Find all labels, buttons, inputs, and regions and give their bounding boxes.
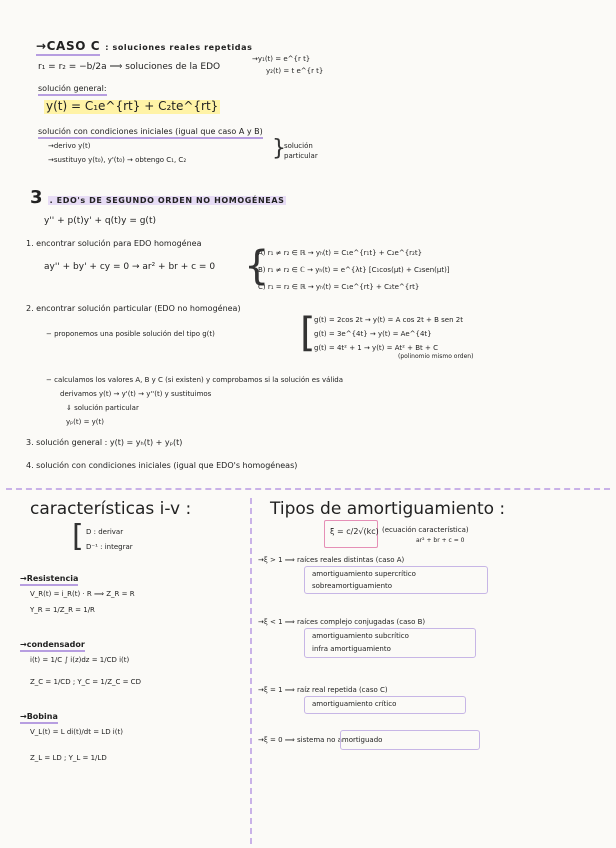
caso-c-roots: r₁ = r₂ = −b/2a ⟹ soluciones de la EDO [38, 62, 221, 72]
amort-t4-box [340, 730, 480, 750]
section3-case-c: C) r₁ = r₂ ∈ ℝ → yₕ(t) = C₁e^{rt} + C₂te^{rt} [258, 283, 420, 291]
iv-bracket: [ [72, 519, 84, 554]
amort-t2c: infra amortiguamiento [312, 645, 391, 653]
amort-t4-text: →ξ = 0 ⟹ sistema no amortiguado [258, 736, 383, 744]
iv-bob-eq1: V_L(t) = L di(t)/dt = LD i(t) [30, 728, 123, 736]
iv-cap-title-text: →condensador [20, 640, 85, 652]
amort-eq-note: (ecuación característica) [382, 526, 469, 534]
section3-item3: 3. solución general : y(t) = yₕ(t) + yₚ(t) [26, 438, 183, 447]
amort-t1c: sobreamortiguamiento [312, 582, 393, 590]
section3-item2-sub: − proponemos una posible solución del tipo g(t) [46, 330, 215, 338]
caso-c-y1: →y₁(t) = e^{r t} [252, 55, 311, 63]
amort-t2b: amortiguamiento subcrítico [312, 632, 409, 640]
section3-g2: g(t) = 3e^{4t} → y(t) = Ae^{4t} [314, 330, 432, 338]
caso-c-y2: y₂(t) = t e^{r t} [266, 67, 324, 75]
section3-brace-1: { [244, 243, 270, 289]
iv-res-title-text: →Resistencia [20, 574, 78, 586]
amort-t3: →ξ = 1 ⟹ raíz real repetida (caso C) [258, 686, 388, 694]
iv-res-eq1: V_R(t) = i_R(t) · R ⟹ Z_R = R [30, 590, 135, 598]
section3-calc3: ⇓ solución particular [66, 404, 139, 412]
caso-c-title: →CASO C [36, 39, 100, 56]
iv-d2: D⁻¹ : integrar [86, 543, 133, 551]
caso-c-note1: solución [284, 142, 313, 150]
section3-g3: g(t) = 4t² + 1 → y(t) = At² + Bt + C [314, 344, 439, 352]
caso-c-heading [36, 36, 252, 54]
section3-equation: y'' + p(t)y' + q(t)y = g(t) [44, 216, 156, 226]
iv-res-eq2: Y_R = 1/Z_R = 1/R [30, 606, 95, 614]
vertical-separator [250, 498, 252, 844]
amort-eq: ar² + br + c = 0 [416, 537, 465, 544]
section3-item4: 4. solución con condiciones iniciales (igual que EDO's homogéneas) [26, 461, 298, 470]
amort-t3b: amortiguamiento crítico [312, 700, 397, 708]
amort-t1: →ξ > 1 ⟹ raíces reales distintas (caso A) [258, 556, 405, 564]
iv-cap-eq2: Z_C = 1/CD ; Y_C = 1/Z_C = CD [30, 678, 141, 686]
iv-cap-eq1: i(t) = 1/C ∫ i(z)dz = 1/CD i(t) [30, 656, 130, 664]
section3-calc4: yₚ(t) = y(t) [66, 418, 105, 426]
section3-brace-2: [ [300, 310, 316, 356]
amort-t2: →ξ < 1 ⟹ raíces complejo conjugadas (caso B) [258, 618, 426, 626]
amort-xi: ξ = c/2√(kc) [330, 527, 379, 536]
caso-c-subtitle: : soluciones reales repetidas [105, 43, 253, 52]
section3-item1: 1. encontrar solución para EDO homogénea [26, 239, 202, 248]
caso-c-conditions: solución con condiciones iniciales (igual que caso A y B) [38, 127, 263, 139]
section3-g3-note: (polinomio mismo orden) [398, 353, 474, 360]
iv-title: características i-v : [30, 499, 192, 519]
section3-number: 3 [30, 187, 43, 208]
caso-c-step1: →derivo y(t) [48, 142, 91, 150]
section3-item1-eq: ay'' + by' + cy = 0 → ar² + br + c = 0 [44, 262, 216, 272]
caso-c-general-eq: y(t) = C₁e^{rt} + C₂te^{rt} [46, 99, 219, 113]
section3-case-a: A) r₁ ≠ r₂ ∈ ℝ → yₕ(t) = C₁e^{r₁t} + C₂e^{r₂t} [258, 249, 423, 257]
iv-bob-title-text: →Bobina [20, 712, 58, 724]
caso-c-step2: →sustituyo y(t₀), y'(t₀) → obtengo C₁, C₂ [48, 156, 187, 164]
iv-cap-title [20, 640, 85, 649]
section3-calc2: derivamos y(t) → y'(t) → y''(t) y sustituimos [60, 390, 212, 398]
iv-bob-eq2: Z_L = LD ; Y_L = 1/LD [30, 754, 107, 762]
section3-case-b: B) r₁ ≠ r₂ ∈ ℂ → yₕ(t) = e^{λt} [C₁cos(μt) + C₂sen(μt)] [258, 266, 450, 274]
caso-c-general-label: solución general: [38, 84, 107, 96]
iv-res-title [20, 574, 78, 583]
section3-item2: 2. encontrar solución particular (EDO no homogénea) [26, 304, 241, 313]
caso-c-brace: } [272, 136, 286, 161]
iv-bob-title [20, 712, 58, 721]
amort-title: Tipos de amortiguamiento : [270, 499, 506, 519]
caso-c-note2: particular [284, 152, 318, 160]
section3-calc: − calculamos los valores A, B y C (si existen) y comprobamos si la solución es válida [46, 376, 344, 384]
section3-title: . EDO's DE SEGUNDO ORDEN NO HOMOGÉNEAS [49, 196, 285, 205]
section3-g1: g(t) = 2cos 2t → y(t) = A cos 2t + B sen 2t [314, 316, 463, 324]
iv-d1: D : derivar [86, 528, 124, 536]
amort-t1b: amortiguamiento supercrítico [312, 570, 416, 578]
section3-heading [30, 188, 286, 209]
horizontal-separator [6, 488, 610, 490]
